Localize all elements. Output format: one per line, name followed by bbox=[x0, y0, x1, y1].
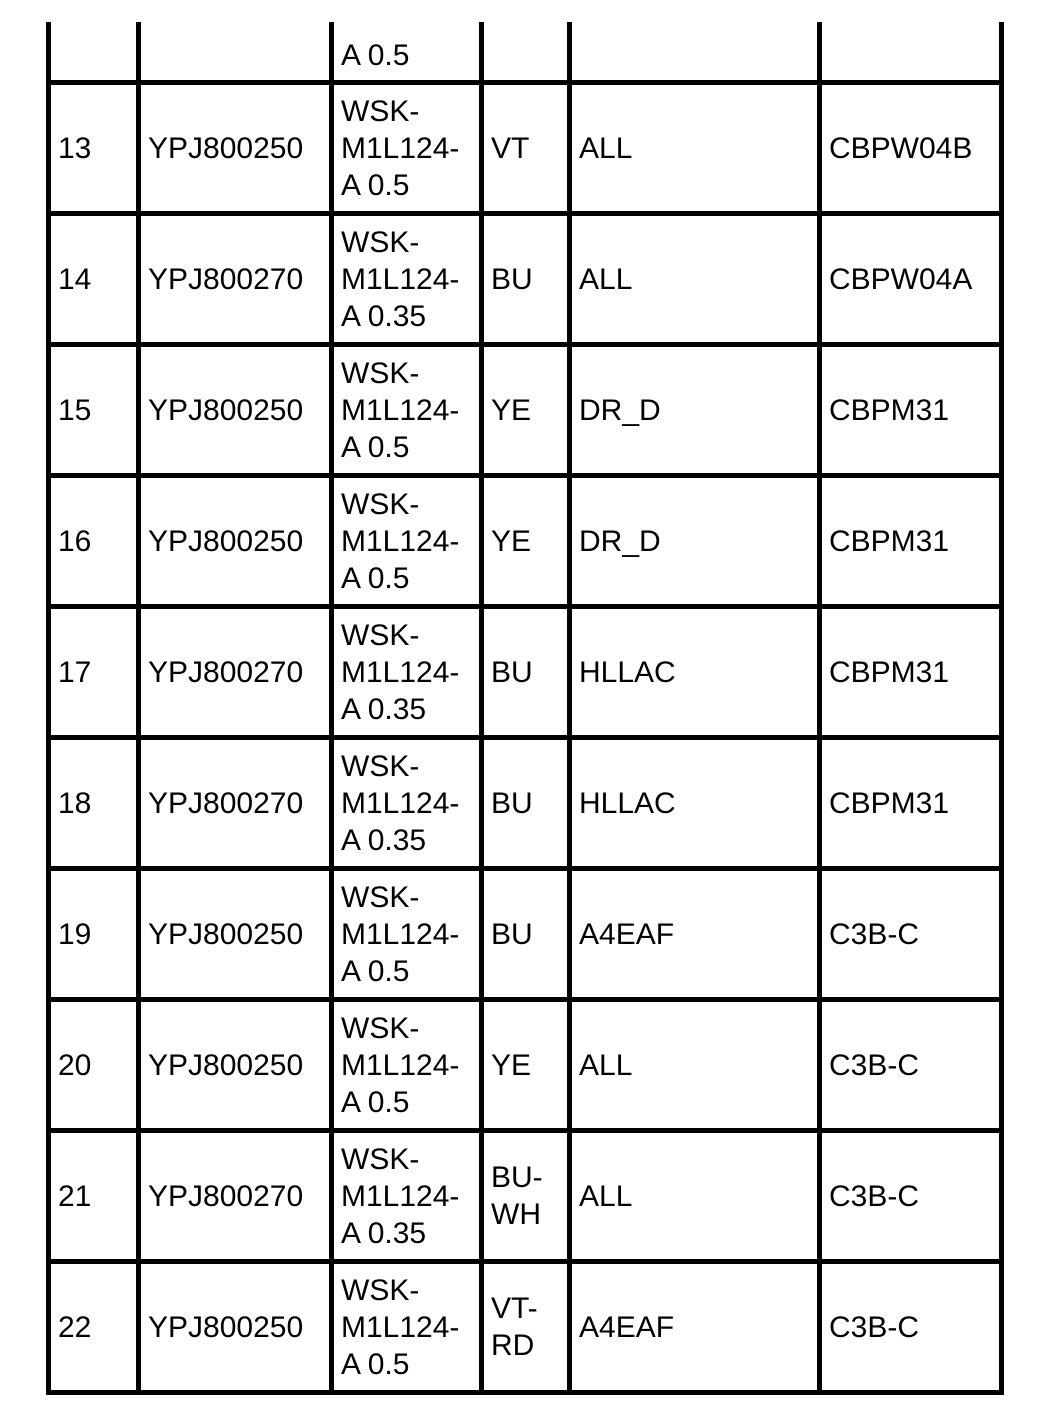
cell-no: 21 bbox=[49, 1131, 139, 1262]
cell-code: CBPM31 bbox=[820, 345, 1002, 476]
cell-no: 22 bbox=[49, 1262, 139, 1393]
cell-color: YE bbox=[482, 345, 570, 476]
cell-part: YPJ800250 bbox=[139, 1000, 332, 1131]
cell-part: YPJ800270 bbox=[139, 1131, 332, 1262]
cell-option: A4EAF bbox=[570, 869, 820, 1000]
cell-no: 18 bbox=[49, 738, 139, 869]
cell-no: 14 bbox=[49, 214, 139, 345]
table-row bbox=[49, 476, 1002, 607]
table-row bbox=[49, 1262, 1002, 1393]
cell-wire: WSK- M1L124- A 0.5 bbox=[332, 83, 482, 214]
cell-no: 13 bbox=[49, 83, 139, 214]
cell-no: 19 bbox=[49, 869, 139, 1000]
cell-no: 17 bbox=[49, 607, 139, 738]
cell-wire: WSK- M1L124- A 0.35 bbox=[332, 214, 482, 345]
cell-color: BU bbox=[482, 607, 570, 738]
cell-option: ALL bbox=[570, 214, 820, 345]
cell-no: 20 bbox=[49, 1000, 139, 1131]
cell-code: C3B-C bbox=[820, 1000, 1002, 1131]
cell-color: BU bbox=[482, 869, 570, 1000]
cell-wire: WSK- M1L124- A 0.5 bbox=[332, 476, 482, 607]
cell-color: YE bbox=[482, 1000, 570, 1131]
cell-part: YPJ800250 bbox=[139, 476, 332, 607]
cell-wire: WSK- M1L124- A 0.5 bbox=[332, 1262, 482, 1393]
cell-wire: WSK- M1L124- A 0.5 bbox=[332, 869, 482, 1000]
cell-color bbox=[482, 22, 570, 83]
cell-code: C3B-C bbox=[820, 1262, 1002, 1393]
cell-option: ALL bbox=[570, 83, 820, 214]
cell-part bbox=[139, 22, 332, 83]
cell-option: DR_D bbox=[570, 476, 820, 607]
cell-option: HLLAC bbox=[570, 607, 820, 738]
cell-code: C3B-C bbox=[820, 869, 1002, 1000]
cell-part: YPJ800270 bbox=[139, 214, 332, 345]
cell-wire: WSK- M1L124- A 0.35 bbox=[332, 1131, 482, 1262]
table-row bbox=[49, 345, 1002, 476]
cell-wire: WSK- M1L124- A 0.35 bbox=[332, 738, 482, 869]
table-row bbox=[49, 1000, 1002, 1131]
table-row bbox=[49, 1131, 1002, 1262]
wire-table bbox=[46, 22, 1004, 1395]
cell-code: CBPM31 bbox=[820, 607, 1002, 738]
cell-part: YPJ800250 bbox=[139, 83, 332, 214]
table-row bbox=[49, 83, 1002, 214]
table-row bbox=[49, 214, 1002, 345]
cell-option bbox=[570, 22, 820, 83]
cell-option: A4EAF bbox=[570, 1262, 820, 1393]
cell-code: CBPW04A bbox=[820, 214, 1002, 345]
cell-part: YPJ800250 bbox=[139, 869, 332, 1000]
table-row bbox=[49, 738, 1002, 869]
cell-code bbox=[820, 22, 1002, 83]
cell-no bbox=[49, 22, 139, 83]
wire-table-body bbox=[49, 22, 1002, 1393]
cell-part: YPJ800250 bbox=[139, 345, 332, 476]
cell-color: BU- WH bbox=[482, 1131, 570, 1262]
cell-color: BU bbox=[482, 214, 570, 345]
cell-no: 16 bbox=[49, 476, 139, 607]
cell-color: YE bbox=[482, 476, 570, 607]
cell-code: C3B-C bbox=[820, 1131, 1002, 1262]
cell-part: YPJ800270 bbox=[139, 607, 332, 738]
cell-wire: A 0.5 bbox=[332, 22, 482, 83]
cell-wire: WSK- M1L124- A 0.5 bbox=[332, 345, 482, 476]
table-row bbox=[49, 607, 1002, 738]
cell-option: ALL bbox=[570, 1000, 820, 1131]
cell-no: 15 bbox=[49, 345, 139, 476]
cell-option: HLLAC bbox=[570, 738, 820, 869]
cell-code: CBPM31 bbox=[820, 476, 1002, 607]
cell-code: CBPW04B bbox=[820, 83, 1002, 214]
cell-color: VT- RD bbox=[482, 1262, 570, 1393]
cell-color: BU bbox=[482, 738, 570, 869]
table-row-partial bbox=[49, 22, 1002, 83]
cell-option: ALL bbox=[570, 1131, 820, 1262]
table-row bbox=[49, 869, 1002, 1000]
cell-option: DR_D bbox=[570, 345, 820, 476]
cell-color: VT bbox=[482, 83, 570, 214]
cell-part: YPJ800270 bbox=[139, 738, 332, 869]
cell-wire: WSK- M1L124- A 0.5 bbox=[332, 1000, 482, 1131]
cell-wire: WSK- M1L124- A 0.35 bbox=[332, 607, 482, 738]
cell-code: CBPM31 bbox=[820, 738, 1002, 869]
cell-part: YPJ800250 bbox=[139, 1262, 332, 1393]
